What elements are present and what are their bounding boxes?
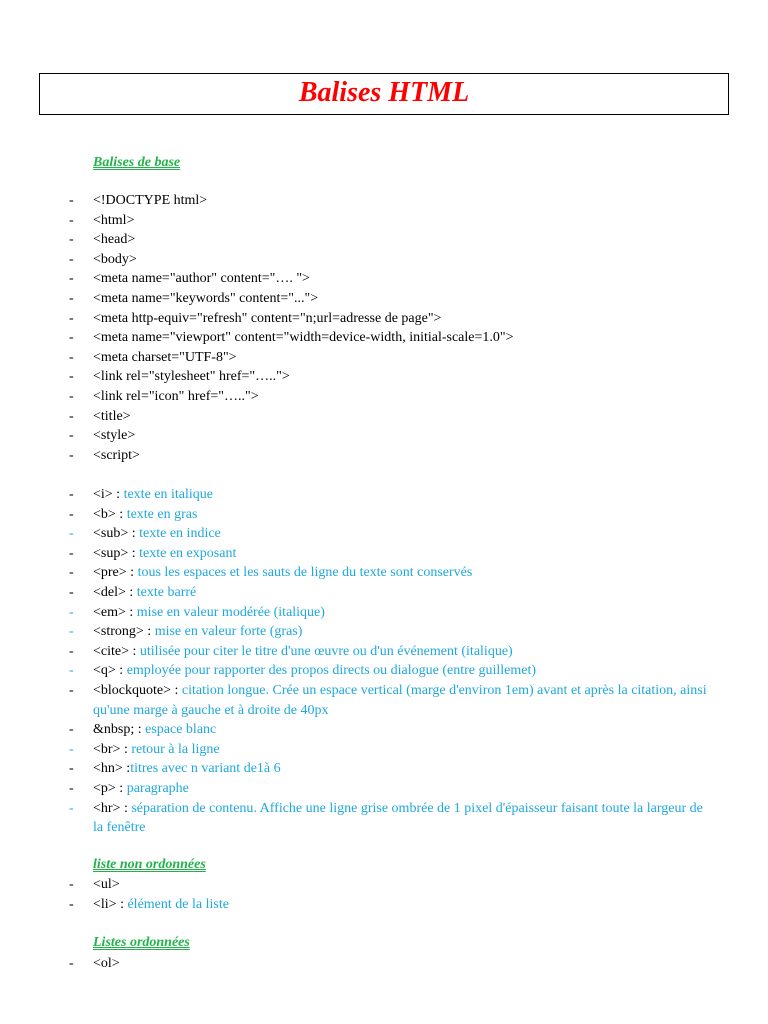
tag-text: <meta name="keywords" content="...">	[93, 290, 319, 306]
tag-text: <link rel="icon" href="…..">	[93, 388, 259, 404]
list-item: - <hn> :titres avec n variant de1à 6	[69, 761, 281, 777]
list-item: - <blockquote> : citation longue. Crée un espace vertical (marge d'environ 1em) avant et après la citation, ainsi qu'une marge à gauche et à droite de 40px	[69, 682, 707, 718]
list-item: - <q> : employée pour rapporter des propos directs ou dialogue (entre guillemet)	[69, 663, 537, 679]
list-item: - <cite> : utilisée pour citer le titre d'une œuvre ou d'un événement (italique)	[69, 643, 513, 659]
tag-text: <strong> :	[93, 624, 155, 640]
list-item: - <pre> : tous les espaces et les sauts de ligne du texte sont conservés	[69, 565, 473, 581]
unordered-tags-list	[0, 875, 768, 914]
formatting-tags-list	[0, 485, 768, 838]
tag-text: <sub> :	[93, 526, 140, 542]
list-item: - <sup> : texte en exposant	[69, 545, 237, 561]
list-item: - &nbsp; : espace blanc	[69, 722, 217, 738]
tag-text: <hr> :	[93, 800, 132, 816]
list-item: - <del> : texte barré	[69, 584, 197, 600]
list-item: - <body>	[0, 250, 768, 270]
list-item: - <meta name="keywords" content="...">	[0, 289, 768, 309]
list-item: - <html>	[0, 211, 768, 231]
list-item: - <strong> : mise en valeur forte (gras)	[69, 624, 303, 640]
tag-description: paragraphe	[126, 780, 189, 796]
list-item: - <meta name="viewport" content="width=device-width, initial-scale=1.0">	[0, 328, 768, 348]
title-box	[39, 73, 729, 115]
list-item: - <hr> : séparation de contenu. Affiche une ligne grise ombrée de 1 pixel d'épaisseur faisant toute la largeur de la fenêtre	[69, 800, 703, 836]
tag-description: employée pour rapporter des propos directs ou dialogue (entre guillemet)	[126, 663, 537, 679]
list-item: - <b> : texte en gras	[69, 506, 198, 522]
ordered-tags-list	[0, 954, 768, 974]
tag-description: texte en exposant	[139, 545, 237, 561]
tag-text: <meta name="author" content="…. ">	[93, 271, 310, 287]
tag-text: <sup> :	[93, 545, 140, 561]
tag-text: <blockquote> :	[93, 682, 182, 698]
tag-text: <!DOCTYPE html>	[93, 193, 208, 208]
tag-text: <em> :	[93, 604, 137, 620]
list-item: - <ol>	[0, 954, 768, 974]
list-item: - <link rel="stylesheet" href="…..">	[0, 367, 768, 387]
tag-description: élément de la liste	[127, 896, 229, 912]
tag-text: <del> :	[93, 584, 137, 600]
list-item: - <meta charset="UTF-8">	[0, 348, 768, 368]
section-heading-base: Balises de base	[93, 155, 181, 170]
tag-description: tous les espaces et les sauts de ligne du texte sont conservés	[137, 565, 473, 581]
tag-text: <link rel="stylesheet" href="…..">	[93, 369, 290, 385]
tag-description: texte en gras	[126, 506, 198, 522]
list-item: - <br> : retour à la ligne	[69, 741, 220, 757]
tag-description: mise en valeur forte (gras)	[154, 624, 303, 640]
tag-text: <pre> :	[93, 565, 138, 581]
list-item: - <li> : élément de la liste	[69, 896, 229, 912]
list-item: - <meta name="author" content="…. ">	[0, 269, 768, 289]
section-heading-ordered: Listes ordonnées	[93, 935, 190, 950]
tag-text: <q> :	[93, 663, 127, 679]
tag-text: <style>	[93, 428, 136, 444]
list-item: - <em> : mise en valeur modérée (italique)	[69, 604, 325, 620]
tag-text: <hn> :	[93, 761, 131, 777]
tag-description: retour à la ligne	[131, 741, 220, 757]
tag-description: mise en valeur modérée (italique)	[136, 604, 325, 620]
tag-text: <b> :	[93, 506, 127, 522]
tag-text: <ol>	[93, 956, 120, 971]
list-item: - <style>	[0, 426, 768, 446]
tag-text: <p> :	[93, 780, 127, 796]
tag-text: <head>	[93, 232, 136, 248]
list-item: - <sub> : texte en indice	[69, 526, 221, 542]
tag-text: <script>	[93, 447, 140, 463]
tag-description: citation longue. Crée un espace vertical (marge d'environ 1em) avant et après la citation, ainsi qu'une marge à gauche et à droite de 40px	[93, 682, 707, 718]
tag-text: &nbsp; :	[93, 722, 146, 738]
list-item: - <!DOCTYPE html>	[0, 191, 768, 211]
list-item: - <script>	[0, 446, 768, 466]
tag-text: <title>	[93, 408, 131, 424]
tag-description: espace blanc	[145, 722, 217, 738]
page-title: Balises HTML	[298, 77, 470, 108]
tag-text: <meta charset="UTF-8">	[93, 349, 237, 365]
tag-text: <body>	[93, 251, 137, 267]
list-item: - <title>	[0, 407, 768, 427]
tag-text: <meta http-equiv="refresh" content="n;url=adresse de page">	[93, 310, 442, 326]
tag-description: titres avec n variant de1à 6	[130, 761, 281, 777]
tag-description: texte en indice	[139, 526, 221, 542]
tag-text: <li> :	[93, 896, 128, 912]
tag-text: <cite> :	[93, 643, 140, 659]
base-tags-list	[0, 191, 768, 465]
list-item: - <i> : texte en italique	[69, 487, 213, 502]
tag-text: <meta name="viewport" content="width=device-width, initial-scale=1.0">	[93, 330, 514, 346]
tag-description: séparation de contenu. Affiche une ligne grise ombrée de 1 pixel d'épaisseur faisant toute la largeur de la fenêtre	[93, 800, 703, 836]
section-heading-unordered: liste non ordonnées	[93, 857, 206, 872]
tag-description: texte barré	[136, 584, 197, 600]
list-item: - <link rel="icon" href="…..">	[0, 387, 768, 407]
list-item: - <p> : paragraphe	[69, 780, 189, 796]
list-item: - <head>	[0, 230, 768, 250]
tag-text: <ul>	[93, 877, 120, 892]
tag-text: <i> :	[93, 487, 124, 502]
list-item: - <meta http-equiv="refresh" content="n;url=adresse de page">	[0, 309, 768, 329]
list-item: - <ul>	[0, 875, 768, 895]
tag-description: utilisée pour citer le titre d'une œuvre ou d'un événement (italique)	[139, 643, 513, 659]
tag-text: <br> :	[93, 741, 132, 757]
tag-text: <html>	[93, 212, 135, 228]
tag-description: texte en italique	[123, 487, 213, 502]
